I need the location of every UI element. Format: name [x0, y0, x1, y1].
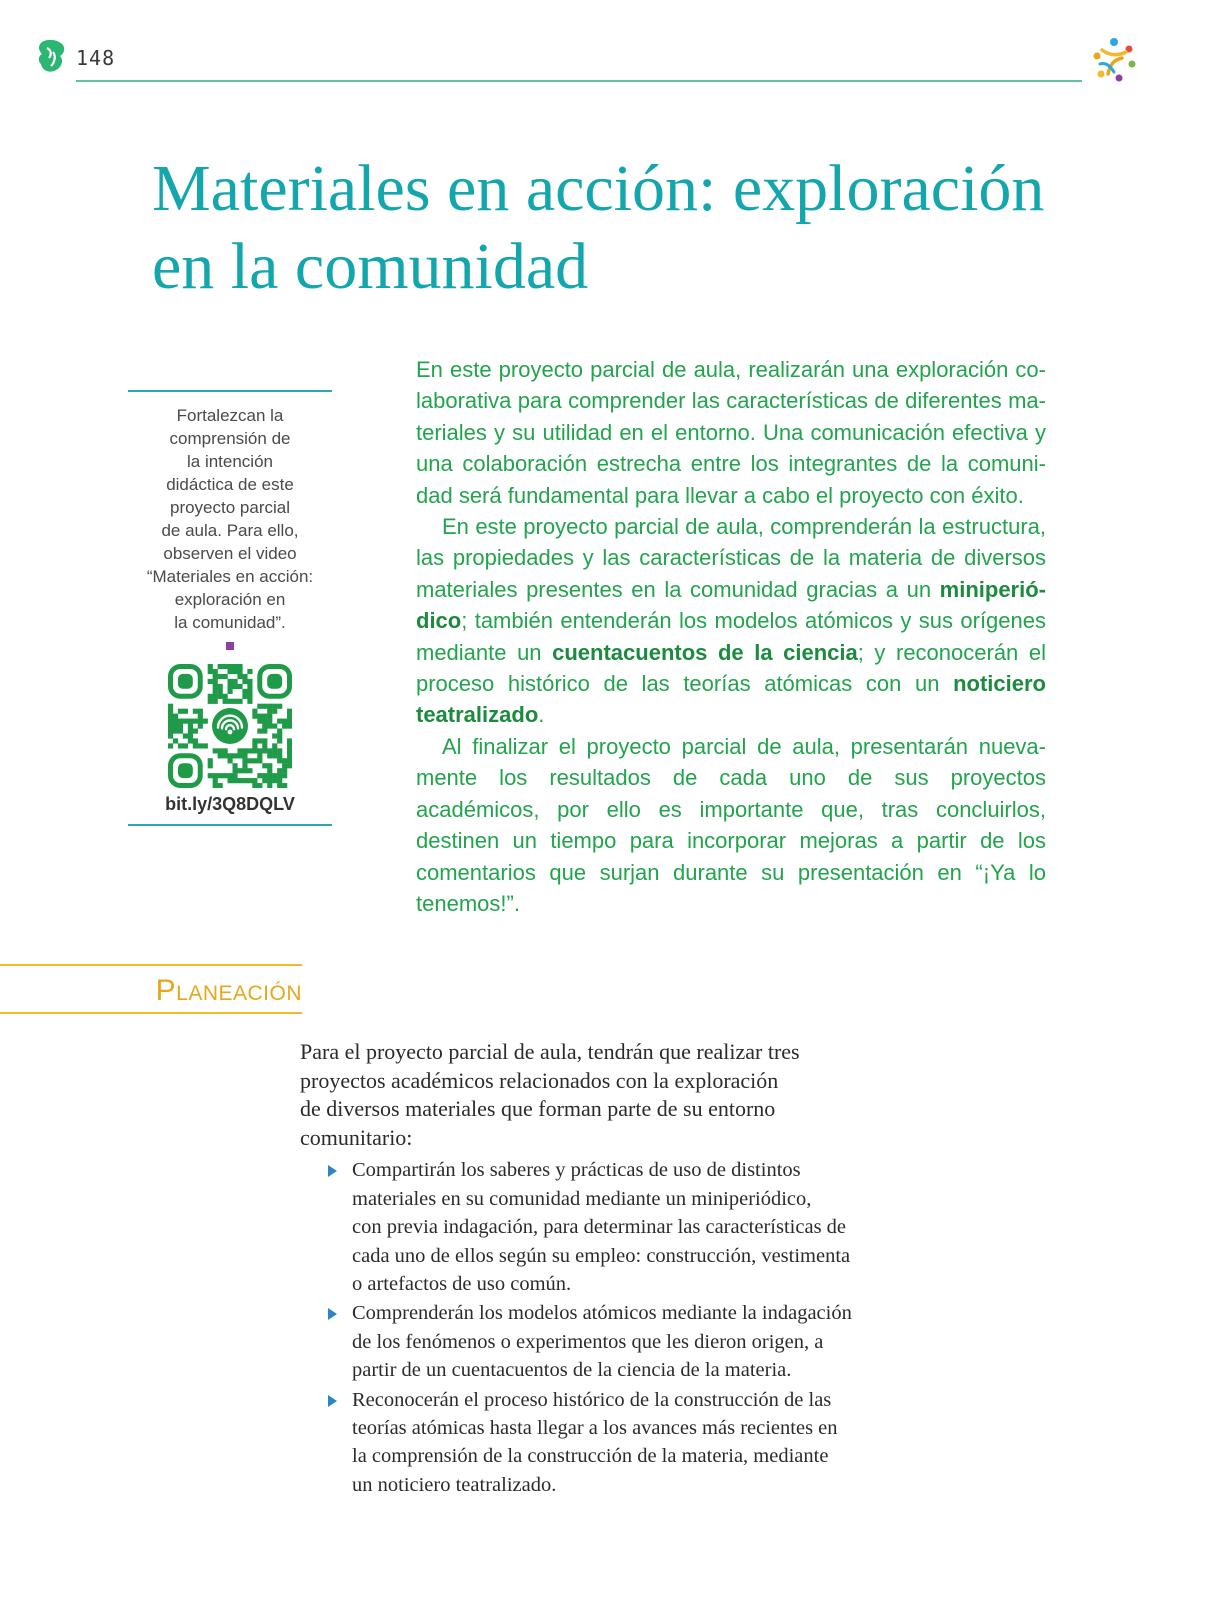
list-item-line: Reconocerán el proceso histórico de la construcción de las [352, 1388, 832, 1411]
list-item-line: la comprensión de la construcción de la materia, mediante [352, 1445, 829, 1468]
qr-code-icon[interactable] [168, 664, 292, 788]
plan-intro-line: Para el proyecto parcial de aula, tendrán que realizar tres [300, 1039, 800, 1064]
keyword-miniperiodico: miniperiódico [416, 576, 1046, 634]
page-number: 148 [76, 46, 116, 70]
intro-p2-text: ; y reconocerán el proceso histórico de las teorías atómicas con un [416, 639, 1046, 697]
intro-paragraph-1: En este proyecto parcial de aula, realizarán una exploración colaborativa para comprender las características de diferentes materiales y su utilidad en el entorno. Una comunicación efectiva y una colaboración estrecha entre los integrantes de la comunidad será fundamental para llevar a cabo el proyecto con éxito. [416, 357, 1046, 508]
triangle-bullet-icon [328, 1308, 337, 1320]
intro-text [416, 354, 1046, 919]
page-title [152, 150, 1112, 306]
list-item-line: Comprenderán los modelos atómicos mediante la indagación [352, 1302, 852, 1325]
list-item [352, 1156, 880, 1298]
sidebar-line: proyecto parcial [169, 498, 290, 517]
intro-p2-text: En este proyecto parcial de aula, comprenderán la estructura, las propiedades y las características de la materia de diversos materiales presentes en la comunidad gracias a un [416, 514, 1046, 602]
list-item-line: materiales en su comunidad mediante un miniperiódico, [352, 1187, 812, 1210]
planeacion-body [300, 1038, 880, 1500]
sidebar-rule-top [128, 390, 332, 392]
plan-intro-line: comunitario: [300, 1124, 413, 1150]
intro-paragraph-2 [416, 511, 1046, 731]
colorful-community-figures-icon [1088, 34, 1140, 86]
planeacion-intro [300, 1038, 880, 1152]
list-item-line: partir de un cuentacuentos de la ciencia de la materia. [352, 1359, 792, 1382]
list-item-line: un noticiero teatralizado. [352, 1473, 557, 1496]
sidebar-marker [226, 642, 234, 650]
sidebar-line: la intención [186, 452, 273, 471]
sidebar-line: la comunidad”. [174, 613, 286, 632]
intro-p2-text: . [538, 702, 545, 728]
list-item-line: cada uno de ellos según su empleo: construcción, vestimenta [352, 1244, 851, 1267]
section-heading: Planeación [155, 974, 302, 1007]
list-item-line: o artefactos de uso común. [352, 1273, 572, 1295]
triangle-bullet-icon [328, 1395, 337, 1407]
section-rule-top [0, 964, 302, 966]
intro-p2-text: ; también entenderán los modelos atómicos y sus orígenes mediante un [416, 608, 1046, 665]
sidebar-line: observen el video [163, 544, 297, 563]
page-title-line-2: en la comunidad [152, 230, 589, 303]
plan-intro-line: de diversos materiales que forman parte de su entorno [300, 1096, 776, 1122]
planeacion-list [300, 1156, 880, 1499]
sidebar-note [134, 404, 326, 634]
sidebar-line: “Materiales en acción: [146, 567, 314, 586]
section-rule-bottom [0, 1012, 302, 1014]
header-rule [76, 80, 1082, 82]
list-item-line: teorías atómicas hasta llegar a los avances más recientes en [352, 1417, 838, 1440]
plan-intro-line: proyectos académicos relacionados con la exploración [300, 1067, 779, 1093]
list-item-line: Compartirán los saberes y prácticas de uso de distintos [352, 1159, 801, 1182]
sidebar-line: Fortalezcan la [176, 406, 284, 425]
list-item [352, 1386, 880, 1500]
video-link[interactable]: bit.ly/3Q8DQLV [165, 794, 295, 814]
sidebar-rule-bottom [128, 824, 332, 826]
keyword-noticiero: noticiero teatralizado [416, 671, 1046, 728]
list-item [352, 1299, 880, 1384]
list-item-line: de los fenómenos o experimentos que les dieron origen, a [352, 1330, 824, 1353]
list-item-line: con previa indagación, para determinar las características de [352, 1216, 847, 1239]
sidebar-line: didáctica de este [166, 475, 294, 494]
triangle-bullet-icon [328, 1165, 337, 1177]
sidebar-line: exploración en [174, 590, 286, 609]
sidebar-line: comprensión de [169, 429, 291, 448]
page-title-line-1: Materiales en acción: exploración [152, 152, 1045, 225]
keyword-cuentacuentos: cuentacuentos de la ciencia [552, 639, 858, 665]
sidebar-line: de aula. Para ello, [161, 521, 299, 540]
green-leaf-glyph-icon [36, 38, 68, 74]
intro-paragraph-3: Al finalizar el proyecto parcial de aula, presentarán nuevamente los resultados de cada uno de sus proyectos académicos, por ello es importante que, tras concluirlos, destinen un tiempo para incorporar mejoras a partir de los comentarios que surjan durante su presentación en “¡Ya lo tenemos!”. [416, 733, 1046, 916]
